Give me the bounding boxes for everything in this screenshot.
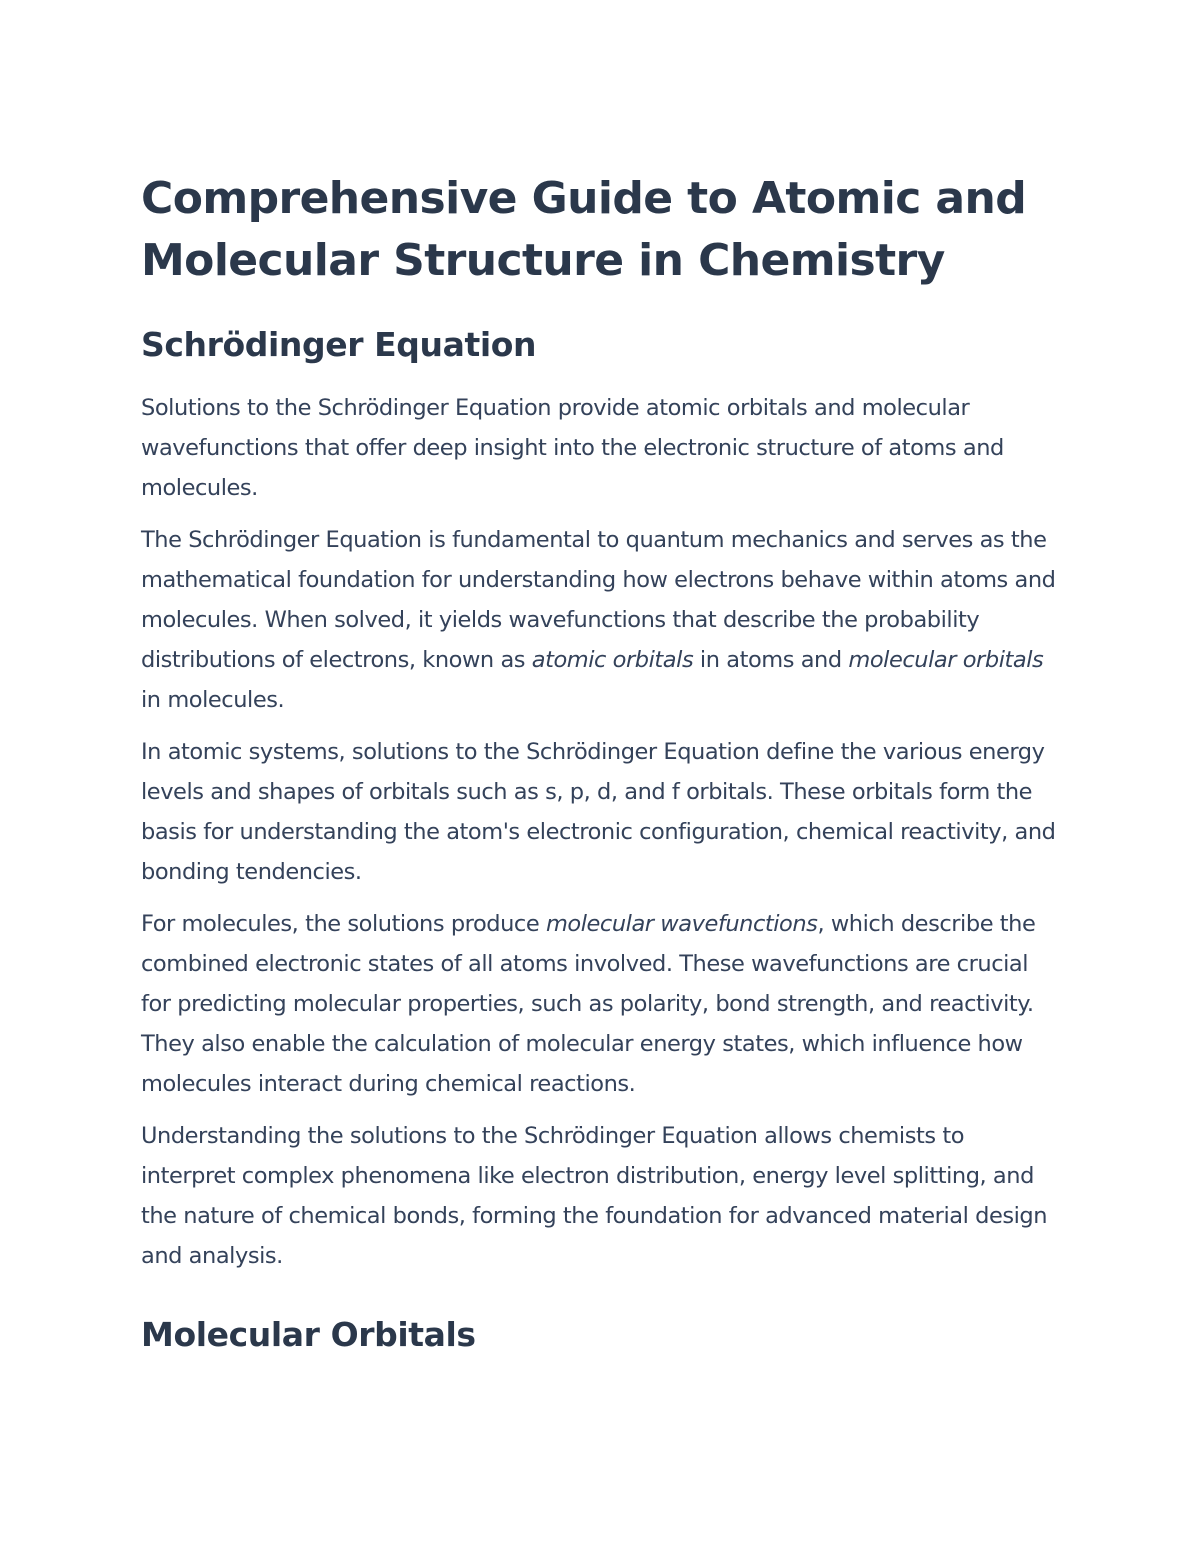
paragraph-fundamentals-text-2: in atoms and bbox=[693, 647, 849, 673]
document-page bbox=[141, 168, 1056, 1356]
section-heading-molecular-orbitals: Molecular Orbitals bbox=[141, 1315, 476, 1354]
paragraph-fundamentals-text-1: The Schrödinger Equation is fundamental to quantum mechanics and serves as the mathematical foundation for understanding how electrons behave within atoms and molecules. When solved, it yields wavefunctions that describe the probability distributions of electrons, known as bbox=[141, 527, 1056, 673]
emphasis-molecular-orbitals: molecular orbitals bbox=[848, 647, 1044, 673]
section-body-schrodinger-equation bbox=[141, 388, 1056, 1276]
paragraph-molecules-text-1: For molecules, the solutions produce bbox=[141, 911, 546, 937]
paragraph-molecules-text-2: , which describe the combined electronic states of all atoms involved. These wavefunctions are crucial for predicting molecular properties, such as polarity, bond strength, and reactivity. They also enable the calculation of molecular energy states, which influence how molecules interact during chemical reactions. bbox=[141, 911, 1036, 1097]
paragraph-understanding: Understanding the solutions to the Schrödinger Equation allows chemists to interpret complex phenomena like electron distribution, energy level splitting, and the nature of chemical bonds, forming the foundation for advanced material design and analysis. bbox=[141, 1123, 1048, 1269]
paragraph-intro: Solutions to the Schrödinger Equation provide atomic orbitals and molecular wavefunctions that offer deep insight into the electronic structure of atoms and molecules. bbox=[141, 395, 1004, 501]
paragraph-fundamentals-text-3: in molecules. bbox=[141, 687, 285, 713]
emphasis-atomic-orbitals: atomic orbitals bbox=[531, 647, 694, 673]
section-heading-schrodinger-equation: Schrödinger Equation bbox=[141, 325, 537, 364]
paragraph-fundamentals bbox=[141, 520, 1056, 720]
document-title: Comprehensive Guide to Atomic and Molecular Structure in Chemistry bbox=[141, 173, 1027, 286]
emphasis-molecular-wavefunctions: molecular wavefunctions bbox=[545, 911, 818, 937]
paragraph-molecules bbox=[141, 904, 1056, 1104]
paragraph-atomic-systems: In atomic systems, solutions to the Schrödinger Equation define the various energy levels and shapes of orbitals such as s, p, d, and f orbitals. These orbitals form the basis for understanding the atom's electronic configuration, chemical reactivity, and bonding tendencies. bbox=[141, 739, 1056, 885]
